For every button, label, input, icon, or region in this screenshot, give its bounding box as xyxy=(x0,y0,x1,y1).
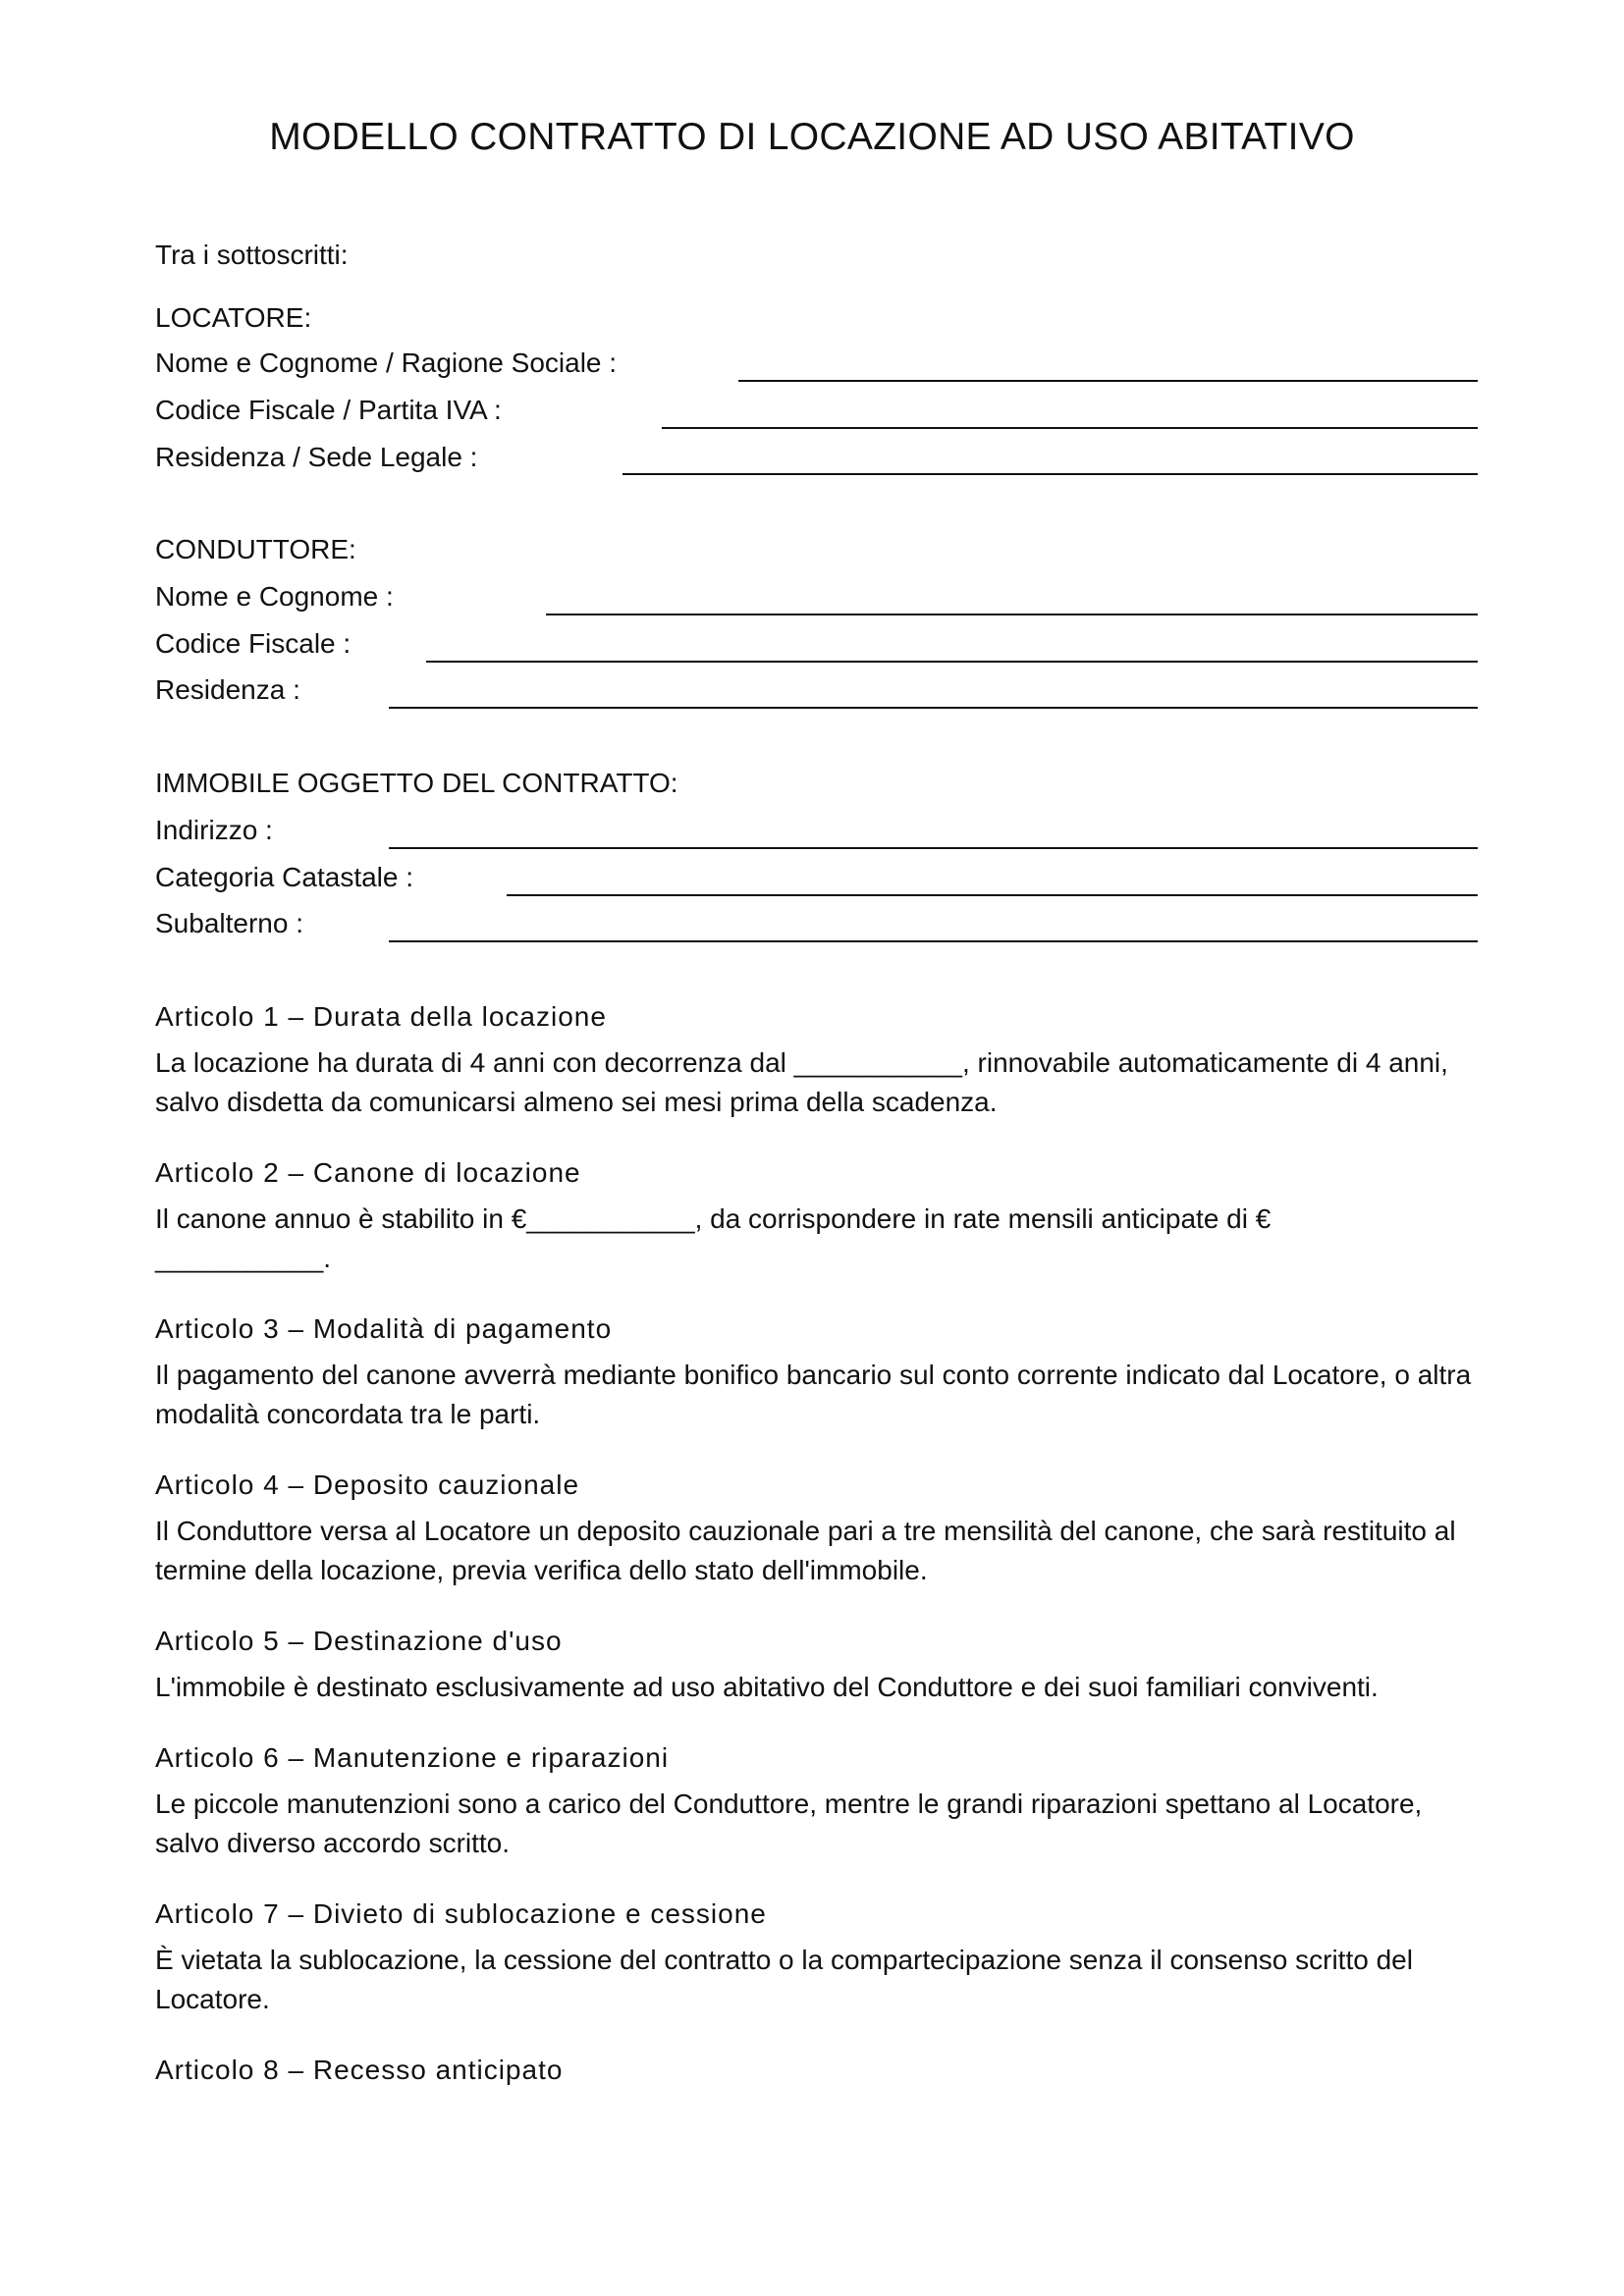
article-6-title: Articolo 6 – Manutenzione e riparazioni xyxy=(155,1742,670,1773)
locatore-residence-label: Residenza / Sede Legale : xyxy=(155,442,478,472)
locatore-name-field[interactable] xyxy=(738,380,1478,382)
immobile-subaltern-field[interactable] xyxy=(389,940,1478,942)
article-6-body: Le piccole manutenzioni sono a carico del Conduttore, mentre le grandi riparazioni spettano al Locatore, salvo diverso accordo scritto. xyxy=(155,1789,1423,1858)
locatore-taxcode-label: Codice Fiscale / Partita IVA : xyxy=(155,395,502,425)
locatore-heading: LOCATORE: xyxy=(155,302,312,333)
article-3-title: Articolo 3 – Modalità di pagamento xyxy=(155,1313,613,1344)
locatore-taxcode-field[interactable] xyxy=(662,427,1478,429)
article-8-title: Articolo 8 – Recesso anticipato xyxy=(155,2055,564,2085)
immobile-category-field[interactable] xyxy=(507,894,1478,896)
immobile-category-label: Categoria Catastale : xyxy=(155,862,414,892)
conduttore-residence-label: Residenza : xyxy=(155,674,300,705)
article-2-title: Articolo 2 – Canone di locazione xyxy=(155,1157,581,1188)
immobile-address-field[interactable] xyxy=(389,847,1478,849)
locatore-residence-field[interactable] xyxy=(623,473,1478,475)
article-4-title: Articolo 4 – Deposito cauzionale xyxy=(155,1469,580,1500)
article-1-body: La locazione ha durata di 4 anni con decorrenza dal ___________, rinnovabile automaticamente di 4 anni, salvo disdetta da comunicarsi almeno sei mesi prima della scadenza. xyxy=(155,1047,1448,1117)
conduttore-heading: CONDUTTORE: xyxy=(155,534,356,564)
conduttore-name-field[interactable] xyxy=(546,614,1478,615)
document-title: MODELLO CONTRATTO DI LOCAZIONE AD USO ABITATIVO xyxy=(269,116,1355,158)
conduttore-residence-field[interactable] xyxy=(389,707,1478,709)
locatore-name-label: Nome e Cognome / Ragione Sociale : xyxy=(155,347,618,378)
article-3-body: Il pagamento del canone avverrà mediante bonifico bancario sul conto corrente indicato dal Locatore, o altra modalità concordata tra le parti. xyxy=(155,1360,1472,1429)
article-4-body: Il Conduttore versa al Locatore un deposito cauzionale pari a tre mensilità del canone, che sarà restituito al termine della locazione, previa verifica dello stato dell'immobile. xyxy=(155,1516,1456,1585)
article-1-title: Articolo 1 – Durata della locazione xyxy=(155,1001,607,1032)
article-2-body: Il canone annuo è stabilito in €___________, da corrispondere in rate mensili anticipate di € ___________. xyxy=(155,1203,1272,1273)
conduttore-taxcode-label: Codice Fiscale : xyxy=(155,628,352,659)
immobile-heading: IMMOBILE OGGETTO DEL CONTRATTO: xyxy=(155,768,678,798)
article-5-body: L'immobile è destinato esclusivamente ad uso abitativo del Conduttore e dei suoi familiari conviventi. xyxy=(155,1672,1379,1702)
conduttore-taxcode-field[interactable] xyxy=(426,661,1478,663)
article-7-title: Articolo 7 – Divieto di sublocazione e cessione xyxy=(155,1898,767,1929)
intro-text: Tra i sottoscritti: xyxy=(155,240,349,270)
immobile-subaltern-label: Subalterno : xyxy=(155,908,303,938)
immobile-address-label: Indirizzo : xyxy=(155,815,273,845)
conduttore-name-label: Nome e Cognome : xyxy=(155,581,394,612)
article-5-title: Articolo 5 – Destinazione d'uso xyxy=(155,1626,563,1656)
article-7-body: È vietata la sublocazione, la cessione del contratto o la compartecipazione senza il consenso scritto del Locatore. xyxy=(155,1945,1413,2014)
